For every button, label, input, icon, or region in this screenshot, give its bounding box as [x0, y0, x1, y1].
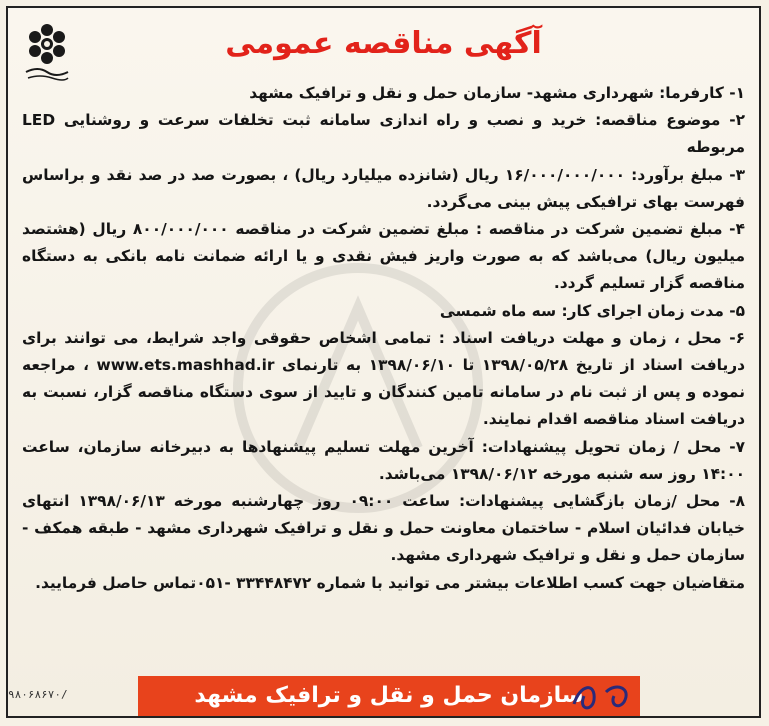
clause-estimate: ۳- مبلغ برآورد: ۱۶/۰۰۰/۰۰۰/۰۰۰ ریال (شانزده میلیارد ریال) ، بصورت صد در صد نقد و براساس فهرست بهای ترافیکی پیش بینی می‌گردد.	[22, 165, 745, 211]
clause-documents: ۶- محل ، زمان و مهلت دریافت اسناد : تمامی اشخاص حقوقی واجد شرایط، می توانند برای دریافت اسناد از تاریخ ۱۳۹۸/۰۵/۲۸ تا ۱۳۹۸/۰۶/۱۰ به تارنمای www.ets.mashhad.ir ، مراجعه نموده و پس از ثبت نام در سامانه تامین کنندگان و تایید از سوی دستگاه مناقصه گزار، نسبت به دریافت اسناد مناقصه اقدام نمایند.	[22, 328, 746, 429]
clause-subject: ۲- موضوع مناقصه: خرید و نصب و راه اندازی سامانه ثبت تخلفات سرعت و روشنایی LED مربوطه	[22, 111, 745, 157]
clause-submission: ۷- محل / زمان تحویل پیشنهادات: آخرین مهلت تسلیم پیشنهادها به دبیرخانه سازمان، ساعت ۱۴:۰۰ روز سه شنبه مورخه ۱۳۹۸/۰۶/۱۲ می‌باشد.	[22, 437, 745, 483]
notice-body	[22, 80, 745, 597]
clause-opening: ۸- محل /زمان بازگشایی پیشنهادات: ساعت ۰۹:۰۰ روز چهارشنبه مورخه ۱۳۹۸/۰۶/۱۳ انتهای خیابان فدائیان اسلام - ساختمان معاونت حمل و نقل و ترافیک شهرداری مشهد - طبقه همکف - سازمان حمل و نقل و ترافیک شهرداری مشهد.	[22, 492, 745, 565]
footer	[8, 672, 759, 718]
clause-duration: ۵- مدت زمان اجرای کار: سه ماه شمسی	[439, 301, 745, 320]
contact-info: متقاضیان جهت کسب اطلاعات بیشتر می توانید با شماره ۳۳۴۴۸۴۷۲ -۰۵۱تماس حاصل فرمایید.	[35, 573, 745, 592]
ad-code: ۹۸۰۶۸۶۷۰/	[8, 688, 68, 701]
notice-frame	[6, 6, 761, 718]
page-title: آگهی مناقصه عمومی	[225, 26, 542, 61]
handwritten-mark-icon	[566, 674, 636, 716]
clause-employer: ۱- کارفرما: شهرداری مشهد- سازمان حمل و نقل و ترافیک مشهد	[249, 84, 745, 102]
organization-banner: سازمان حمل و نقل و ترافیک مشهد	[138, 676, 640, 716]
clause-guarantee: ۴- مبلغ تضمین شرکت در مناقصه : مبلغ تضمین شرکت در مناقصه ۸۰۰/۰۰۰/۰۰۰ ریال (هشتصد میلیون ریال) می‌باشد که به صورت واریز فیش نقدی و یا ارائه ضمانت نامه بانکی به دستگاه مناقصه گزار تسلیم گردد.	[22, 220, 745, 293]
